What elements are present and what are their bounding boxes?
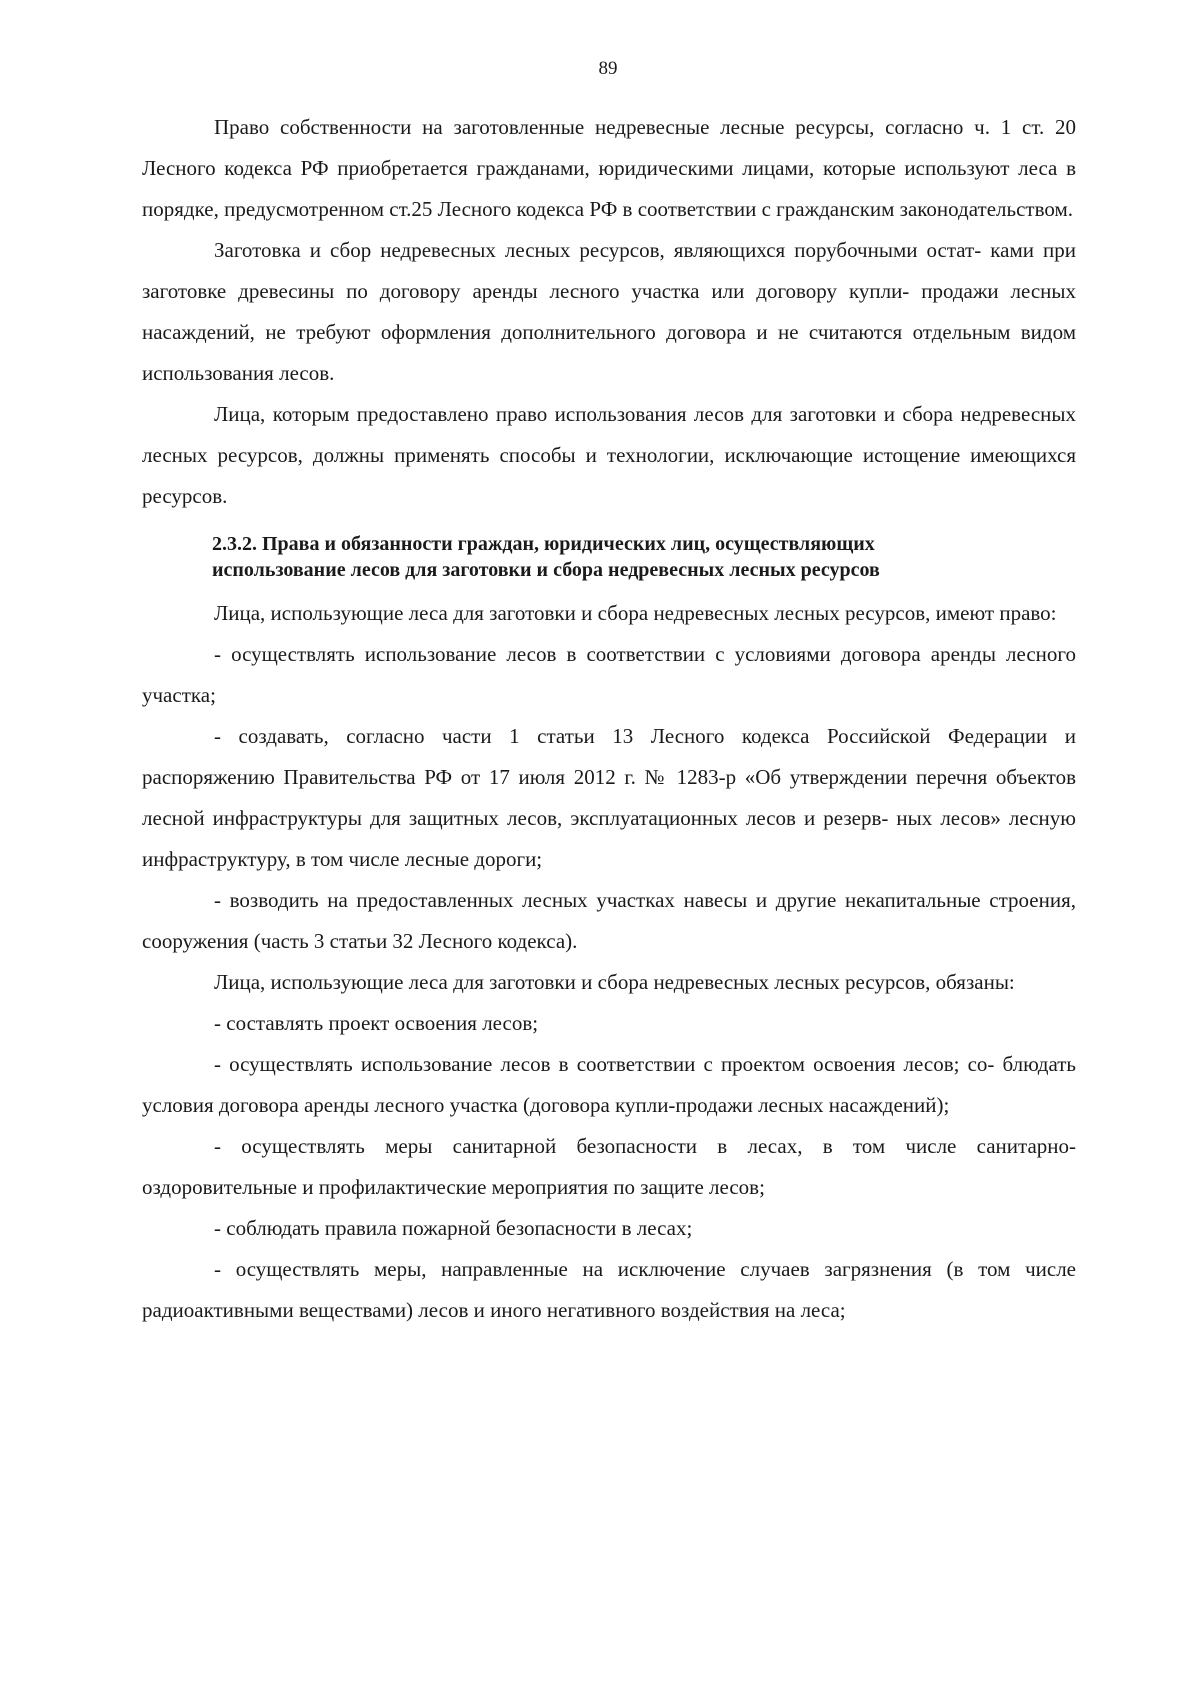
paragraph-ownership-rights: Право собственности на заготовленные недревесные лесные ресурсы, согласно ч. 1 ст. 20 Лесного кодекса РФ приобретается гражданами, юридическими лицами, которые используют леса в порядке, предусмотренном ст.25 Лесного кодекса РФ в соответствии с гражданским законодательством.: [142, 115, 1076, 221]
section-heading-line-1: 2.3.2. Права и обязанности граждан, юридических лиц, осуществляющих: [212, 533, 875, 555]
list-item-duty-fire-safety: - соблюдать правила пожарной безопасности в лесах;: [214, 1216, 693, 1240]
list-item-duty-sanitary: - осуществлять меры санитарной безопасности в лесах, в том числе санитарно- оздоровительные и профилактические мероприятия по защите лесов;: [142, 1134, 1076, 1199]
list-item-duty-project: - составлять проект освоения лесов;: [214, 1011, 539, 1035]
paragraph-obligations-intro: Лица, использующие леса для заготовки и сбора недревесных лесных ресурсов, обязаны:: [214, 970, 1015, 994]
paragraph-technologies: Лица, которым предоставлено право использования лесов для заготовки и сбора недревесных лесных ресурсов, должны применять способы и технологии, исключающие истощение имеющихся ресурсов.: [142, 402, 1076, 508]
paragraph-rights-intro: Лица, использующие леса для заготовки и сбора недревесных лесных ресурсов, имеют право:: [214, 601, 1057, 625]
document-body: [142, 107, 1076, 1331]
list-item-right-structures: - возводить на предоставленных лесных участках навесы и другие некапитальные строения, сооружения (часть 3 статьи 32 Лесного кодекса).: [142, 888, 1076, 953]
list-item-duty-pollution: - осуществлять меры, направленные на исключение случаев загрязнения (в том числе радиоактивными веществами) лесов и иного негативного воздействия на леса;: [142, 1257, 1076, 1322]
section-heading: [212, 531, 1076, 583]
list-item-right-lease: - осуществлять использование лесов в соответствии с условиями договора аренды лесного участка;: [142, 642, 1076, 707]
list-item-duty-compliance: - осуществлять использование лесов в соответствии с проектом освоения лесов; со- блюдать условия договора аренды лесного участка (договора купли-продажи лесных насаждений);: [142, 1052, 1076, 1117]
page-number: 89: [598, 58, 618, 79]
paragraph-logging-residues: Заготовка и сбор недревесных лесных ресурсов, являющихся порубочными остат- ками при заготовке древесины по договору аренды лесного участка или договору купли- продажи лесных насаждений, не требуют оформления дополнительного договора и не считаются отдельным видом использования лесов.: [142, 238, 1076, 385]
section-heading-line-2: использование лесов для заготовки и сбора недревесных лесных ресурсов: [212, 559, 880, 581]
list-item-right-infrastructure: - создавать, согласно части 1 статьи 13 Лесного кодекса Российской Федерации и распоряжению Правительства РФ от 17 июля 2012 г. № 1283-р «Об утверждении перечня объектов лесной инфраструктуры для защитных лесов, эксплуатационных лесов и резерв- ных лесов» лесную инфраструктуру, в том числе лесные дороги;: [142, 724, 1076, 871]
